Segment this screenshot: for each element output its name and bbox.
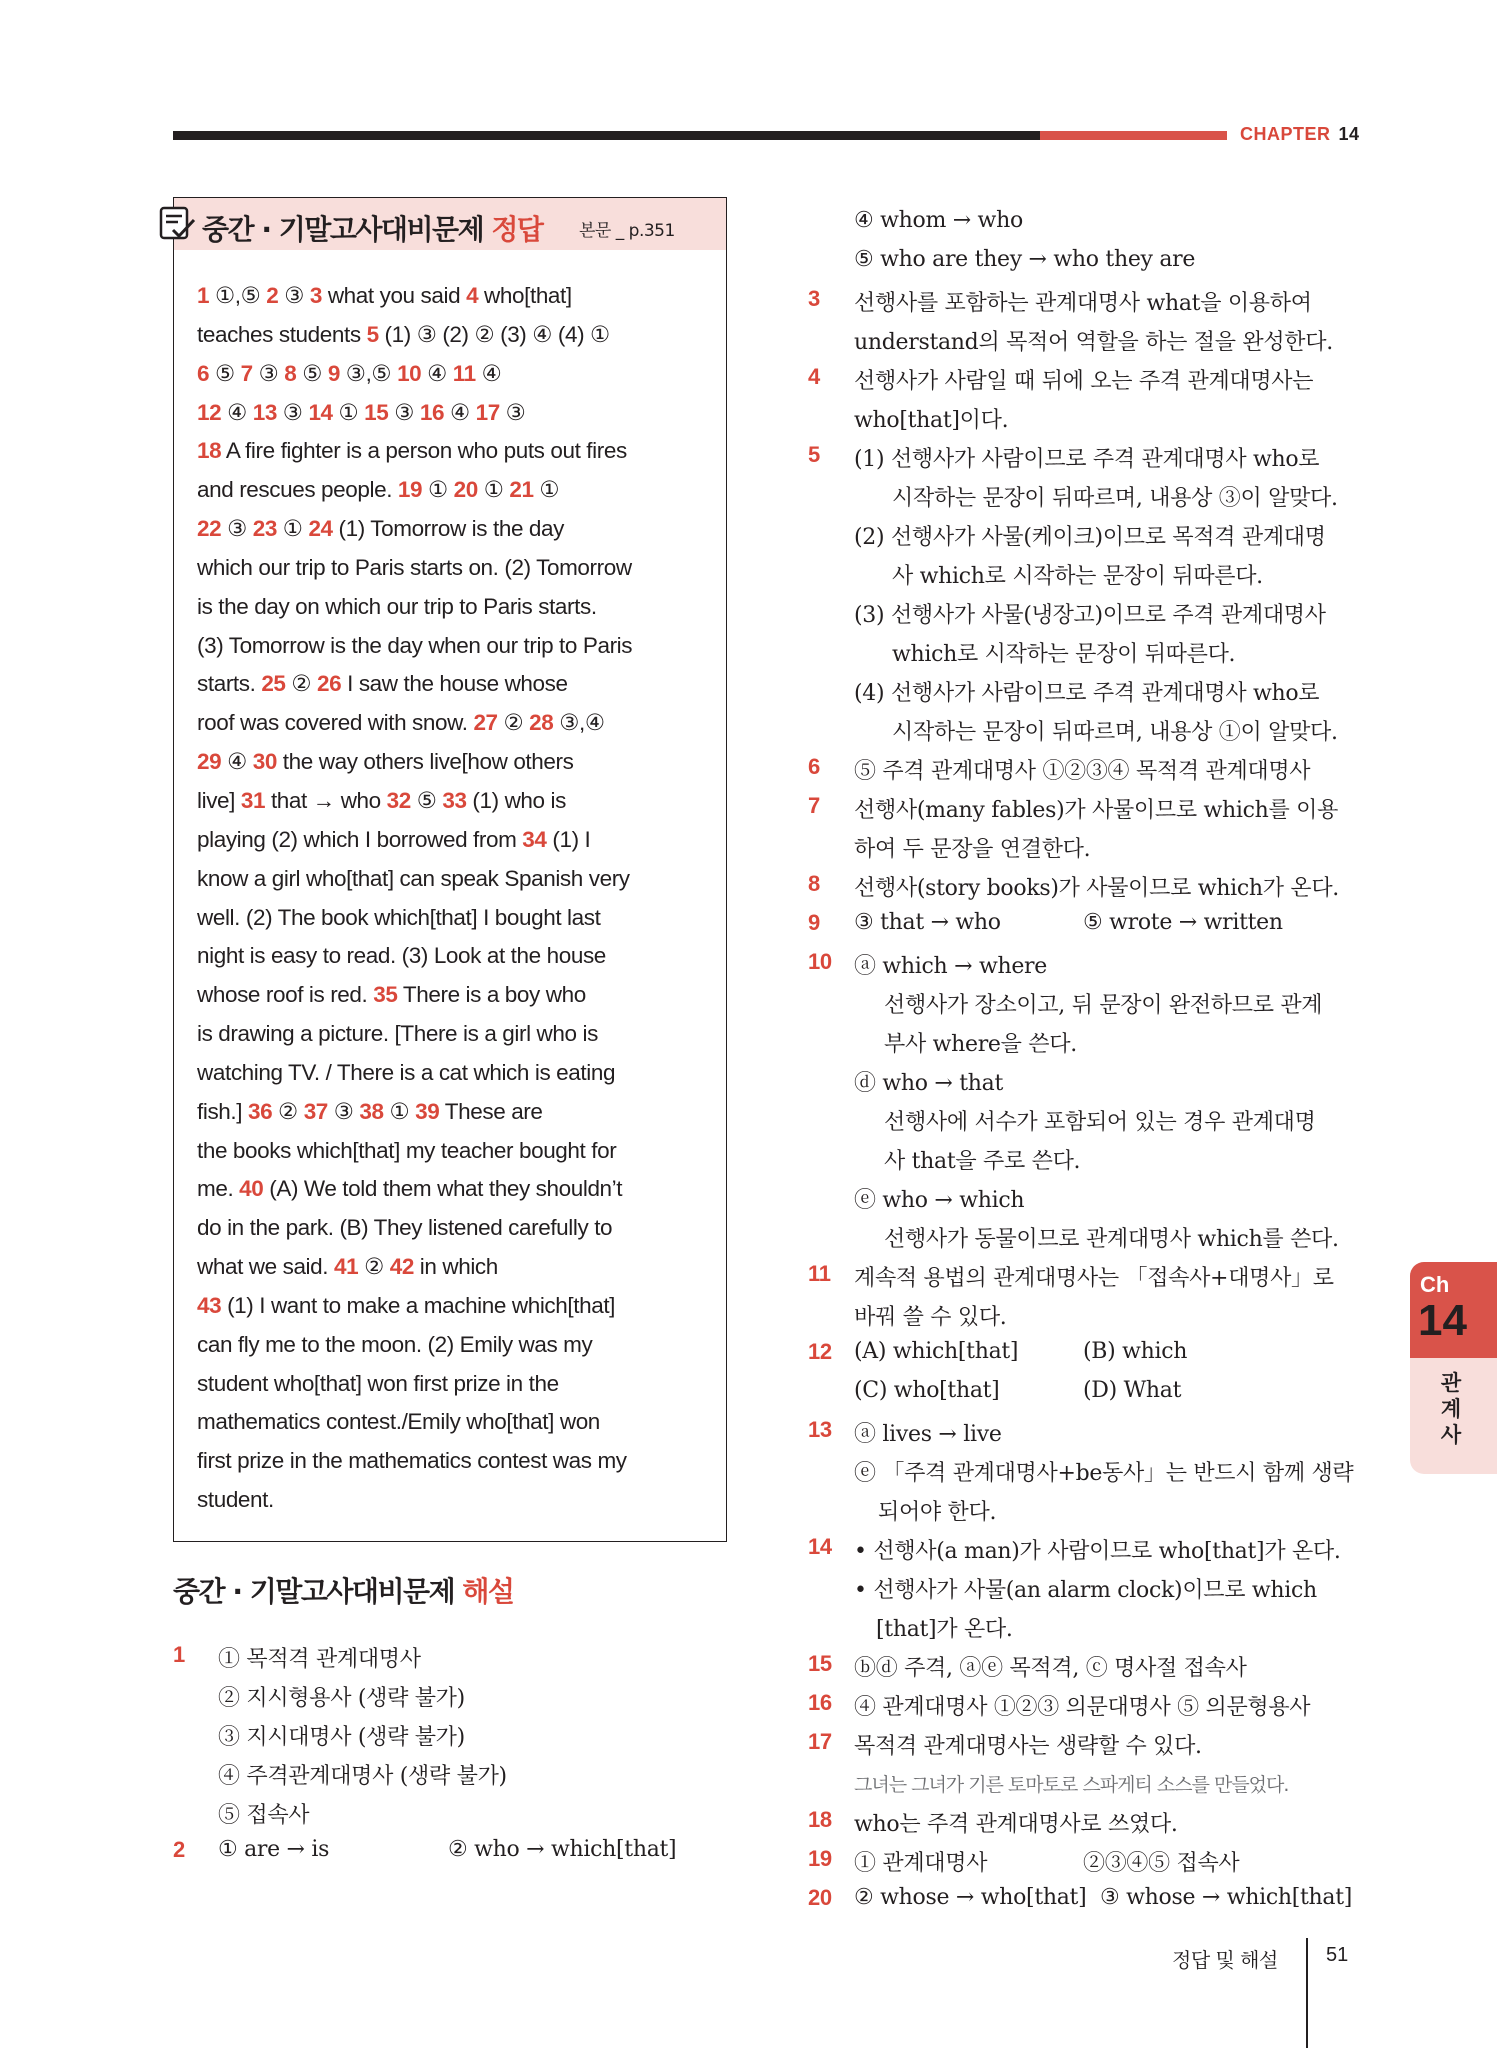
question-number: 18 [808,1807,832,1832]
answer-number: 8 [284,360,297,386]
answer-number: 16 [419,399,445,425]
answer-text: the way others live[how others [276,749,574,775]
answer-text: (3) Tomorrow is the day when our trip to Paris [197,632,633,658]
answer-number: 28 [529,710,554,736]
side-tab-number: 14 [1418,1296,1467,1345]
chapter-number: 14 [1338,124,1360,144]
answer-number: 6 [197,360,210,386]
answer-text: ② [497,710,530,736]
answer-text: ④ [421,360,453,386]
footer-separator [1306,1938,1308,2048]
answer-number: 18 [197,438,222,464]
answer-text: well. (2) The book which[that] I bought last [197,904,601,930]
answer-number: 27 [473,710,498,736]
question-number: 2 [173,1837,185,1862]
expl-line: 선행사가 장소이고, 뒤 문장이 완전하므로 관계 [884,993,1323,1018]
question-number: 13 [808,1417,832,1442]
expl-line: who[that]이다. [854,408,1009,433]
answer-title-main: 중간 · 기말고사대비문제 [202,213,492,246]
answer-number: 17 [475,399,500,425]
expl-line: • 선행사가 사물(an alarm clock)이므로 which [854,1578,1317,1603]
expl-line: understand의 목적어 역할을 하는 절을 완성한다. [854,330,1333,355]
question-number: 10 [808,949,832,974]
explanation-title-accent: 해설 [462,1575,514,1608]
answer-text: A fire fighter is a person who puts out fires [221,438,627,464]
answer-line [197,1403,722,1442]
answer-line [197,1209,722,1248]
answer-text: can fly me to the moon. (2) Emily was my [197,1331,593,1357]
expl-line: ②③④⑤ 접속사 [1083,1851,1240,1876]
answer-text: is drawing a picture. [There is a girl who is [197,1021,598,1047]
answer-text: ④ [475,360,502,386]
answer-number: 26 [317,671,342,697]
expl-line: 되어야 한다. [878,1500,997,1525]
chapter-side-tab [1410,1262,1497,1474]
answer-number: 14 [308,399,333,425]
question-number: 14 [808,1534,832,1559]
answer-text: me. [197,1176,240,1202]
expl-line: 부사 where을 쓴다. [884,1032,1077,1057]
expl-line: ③ that → who [854,910,1001,935]
answer-text: whose roof is red. [197,982,374,1008]
expl-line: ⑤ wrote → written [1083,910,1283,935]
answer-box [173,197,727,1542]
answer-line [197,1248,722,1287]
answer-line [197,665,722,704]
explanation-title-main: 중간 · 기말고사대비문제 [173,1575,463,1608]
answer-text: ① [477,477,510,503]
expl-line: ③ 지시대명사 (생략 불가) [218,1725,465,1750]
header-rule-accent [1040,131,1227,140]
side-tab-ch: Ch [1420,1272,1450,1297]
expl-line: ⑤ 접속사 [218,1803,310,1828]
answer-number: 19 [397,477,423,503]
question-number: 1 [173,1642,185,1667]
answer-line [197,549,722,588]
answer-text: ③ [388,399,420,425]
answer-number: 20 [453,477,478,503]
answer-line [197,277,722,316]
answer-line [197,355,722,394]
answer-number: 43 [197,1292,222,1318]
expl-line: ⓓ who → that [854,1071,1004,1096]
answer-text: do in the park. (B) They listened carefully to [197,1215,613,1241]
question-number: 20 [808,1885,832,1910]
answer-number: 36 [247,1098,273,1124]
answer-line [197,976,722,1015]
answer-text: ④ [221,749,253,775]
expl-line: ⓑⓓ 주격, ⓐⓔ 목적격, ⓒ 명사절 접속사 [854,1656,1247,1681]
answer-text: ①,⑤ [209,283,267,308]
answer-text: in which [413,1254,498,1280]
answer-line [197,899,722,938]
question-number: 7 [808,793,820,818]
answer-text: know a girl who[that] can speak Spanish very [197,865,630,891]
answer-text: ④ [444,399,476,425]
answer-line [197,1442,722,1481]
answer-line [197,1132,722,1171]
footer-label: 정답 및 해설 [1172,1948,1278,1972]
question-number: 9 [808,910,820,935]
answer-text: (A) We told them what they shouldn’t [263,1176,623,1202]
answer-number: 7 [240,360,253,386]
answer-line [197,743,722,782]
page-number: 51 [1326,1944,1349,1966]
expl-line: (1) 선행사가 사람이므로 주격 관계대명사 who로 [854,447,1320,472]
answer-number: 29 [197,749,222,775]
answer-line [197,316,722,355]
expl-line: (2) 선행사가 사물(케이크)이므로 목적격 관계대명 [854,525,1326,550]
expl-line: 사 which로 시작하는 문장이 뒤따른다. [892,564,1263,589]
answer-text: night is easy to read. (3) Look at the house [197,943,606,969]
expl-line: 선행사가 사람일 때 뒤에 오는 주격 관계대명사는 [854,369,1314,394]
answer-number: 13 [252,399,277,425]
answer-number: 3 [309,283,322,308]
question-number: 5 [808,442,820,467]
answer-text: student. [197,1487,274,1513]
answer-text: mathematics contest./Emily who[that] won [197,1409,600,1435]
answer-text: I saw the house whose [341,671,568,697]
answer-number: 11 [452,360,476,386]
expl-line: • 선행사(a man)가 사람이므로 who[that]가 온다. [854,1539,1341,1564]
answer-text: ③ [252,360,285,386]
answer-number: 23 [252,516,277,542]
answer-line [197,1481,722,1520]
example-translation: 그녀는 그녀가 기른 토마토로 스파게티 소스를 만들었다. [854,1774,1289,1796]
answer-number: 5 [366,321,379,347]
answer-number: 2 [266,283,279,308]
answer-number: 39 [415,1098,440,1124]
answer-number: 21 [509,477,534,503]
question-number: 3 [808,286,820,311]
answer-text: teaches students [197,321,367,347]
question-number: 17 [808,1729,832,1754]
expl-line: who는 주격 관계대명사로 쓰였다. [854,1812,1178,1837]
answer-text: ② [358,1254,390,1280]
answer-number: 32 [386,787,411,813]
expl-line: ⓔ 「주격 관계대명사+be동사」는 반드시 함께 생략 [854,1461,1354,1486]
expl-line: ④ whom → who [854,208,1023,233]
answer-text: ③,④ [553,710,605,736]
answer-number: 30 [252,749,277,775]
answer-text: ① [276,516,309,542]
answer-text: (1) who is [466,787,566,813]
answer-box-page-ref: 본문 _ p.351 [579,221,675,241]
answer-line [197,704,722,743]
expl-line: 목적격 관계대명사는 생략할 수 있다. [854,1734,1202,1759]
answer-text: live] [197,787,241,813]
answer-text: that → who [265,787,387,813]
answer-text: and rescues people. [197,477,398,503]
side-tab-label: 관계사 [1440,1371,1462,1447]
answer-line [197,471,722,510]
answer-text: playing (2) which I borrowed from [197,826,523,852]
expl-line: ⑤ 주격 관계대명사 ①②③④ 목적격 관계대명사 [854,759,1311,784]
answer-text: roof was covered with snow. [197,710,474,736]
expl-line: [that]가 온다. [876,1617,1013,1642]
expl-line: ④ 관계대명사 ①②③ 의문대명사 ⑤ 의문형용사 [854,1695,1311,1720]
answer-text: is the day on which our trip to Paris starts. [197,593,597,619]
expl-line: ② 지시형용사 (생략 불가) [218,1686,465,1711]
expl-line: ② whose → who[that] [854,1885,1087,1910]
question-number: 12 [808,1339,832,1364]
answer-number: 41 [333,1254,359,1280]
expl-line: 시작하는 문장이 뒤따르며, 내용상 ①이 알맞다. [892,720,1338,745]
answer-line [197,1287,722,1326]
answer-number: 1 [197,283,210,308]
expl-line: (3) 선행사가 사물(냉장고)이므로 주격 관계대명사 [854,603,1326,628]
answer-number: 9 [327,360,340,386]
answer-number: 33 [442,787,467,813]
expl-line: (4) 선행사가 사람이므로 주격 관계대명사 who로 [854,681,1320,706]
expl-line: 하여 두 문장을 연결한다. [854,837,1091,862]
expl-line: 계속적 용법의 관계대명사는 「접속사+대명사」로 [854,1266,1334,1291]
answer-text: (1) Tomorrow is the day [332,516,564,542]
answer-text: (1) ③ (2) ② (3) ④ (4) ① [378,321,610,347]
answer-text: ① [383,1098,416,1124]
answer-number: 4 [466,283,479,308]
expl-line: 선행사(many fables)가 사물이므로 which를 이용 [854,798,1339,823]
question-number: 19 [808,1846,832,1871]
answer-line [197,1170,722,1209]
answer-number: 24 [308,516,333,542]
question-number: 6 [808,754,820,779]
answer-number: 35 [373,982,398,1008]
expl-line: ② who → which[that] [448,1837,677,1862]
answer-text: ① [422,477,454,503]
answer-number: 37 [303,1098,328,1124]
expl-line: 선행사를 포함하는 관계대명사 what을 이용하여 [854,291,1312,316]
answer-text: ① [332,399,365,425]
answer-text: ③ [327,1098,360,1124]
question-number: 16 [808,1690,832,1715]
answer-line [197,627,722,666]
answer-line [197,860,722,899]
answer-box-header [174,198,726,250]
answer-number: 12 [197,399,222,425]
answer-text: (1) I want to make a machine which[that] [221,1292,616,1318]
answer-text: what you said [321,283,467,308]
expl-line: ④ 주격관계대명사 (생략 불가) [218,1764,507,1789]
answer-text: first prize in the mathematics contest was my [197,1448,627,1474]
expl-line: ⑤ who are they → who they are [854,247,1196,272]
expl-line: 바꿔 쓸 수 있다. [854,1305,1007,1330]
expl-line: which로 시작하는 문장이 뒤따른다. [892,642,1236,667]
answer-text: ③ [276,399,309,425]
explanation-title [173,1570,513,1610]
answer-text: what we said. [197,1254,334,1280]
answer-box-title [202,208,542,248]
answer-text: which our trip to Paris starts on. (2) Tomorrow [197,554,632,580]
answer-line [197,510,722,549]
header-rule-dark [173,131,1040,140]
answer-text: student who[that] won first prize in the [197,1370,559,1396]
answer-text: ② [272,1098,304,1124]
answer-text: (1) I [546,826,591,852]
expl-line: ⓐ lives → live [854,1422,1002,1447]
answer-text: ⑤ [410,787,443,813]
answer-text: ② [285,671,318,697]
answer-text: There is a boy who [397,982,586,1008]
answer-text: These are [439,1098,543,1124]
answer-text: ③ [499,399,526,425]
answer-line [197,394,722,433]
expl-line: ⓔ who → which [854,1188,1025,1213]
question-number: 4 [808,364,820,389]
expl-line: ⓐ which → where [854,954,1047,979]
expl-line: ① are → is [218,1837,330,1862]
answer-number: 34 [522,826,547,852]
answer-number: 38 [359,1098,384,1124]
answer-line [197,1054,722,1093]
answer-text: ③,⑤ [339,360,398,386]
answer-text: ⑤ [209,360,241,386]
answer-number: 31 [240,787,266,813]
expl-line: (A) which[that] [854,1339,1019,1364]
expl-line: 사 that을 주로 쓴다. [884,1149,1081,1174]
answer-line [197,1093,722,1132]
chapter-word: CHAPTER [1240,124,1331,144]
question-number: 11 [808,1261,831,1286]
answer-number: 10 [397,360,422,386]
answer-line [197,937,722,976]
answer-list [197,277,722,1520]
answer-line [197,1326,722,1365]
answer-number: 22 [197,516,222,542]
answer-number: 42 [389,1254,414,1280]
answer-text: ③ [221,516,253,542]
expl-line: (C) who[that] [854,1378,1000,1403]
answer-text: starts. [197,671,262,697]
expl-line: 선행사에 서수가 포함되어 있는 경우 관계대명 [884,1110,1316,1135]
answer-text: fish.] [197,1098,248,1124]
answer-line [197,588,722,627]
answer-line [197,432,722,471]
answer-line [197,821,722,860]
answer-line [197,1015,722,1054]
answer-text: ③ [278,283,310,308]
chapter-label [1240,124,1360,145]
answer-text: who[that] [478,283,572,308]
answer-text: ⑤ [296,360,328,386]
expl-line: ③ whose → which[that] [1100,1885,1353,1910]
answer-text: ① [533,477,560,503]
question-number: 15 [808,1651,832,1676]
expl-line: (D) What [1083,1378,1182,1403]
answer-text: watching TV. / There is a cat which is eating [197,1059,616,1085]
expl-line: ① 목적격 관계대명사 [218,1647,421,1672]
answer-line [197,1365,722,1404]
note-check-icon [158,204,198,244]
answer-text: the books which[that] my teacher bought for [197,1137,617,1163]
expl-line: ① 관계대명사 [854,1851,988,1876]
answer-text: ④ [221,399,253,425]
expl-line: 선행사가 동물이므로 관계대명사 which를 쓴다. [884,1227,1339,1252]
answer-title-accent: 정답 [491,213,543,246]
answer-line [197,782,722,821]
answer-number: 40 [239,1176,264,1202]
expl-line: 선행사(story books)가 사물이므로 which가 온다. [854,876,1339,901]
question-number: 8 [808,871,820,896]
expl-line: 시작하는 문장이 뒤따르며, 내용상 ③이 알맞다. [892,486,1338,511]
answer-number: 25 [261,671,286,697]
answer-number: 15 [364,399,389,425]
expl-line: (B) which [1083,1339,1188,1364]
